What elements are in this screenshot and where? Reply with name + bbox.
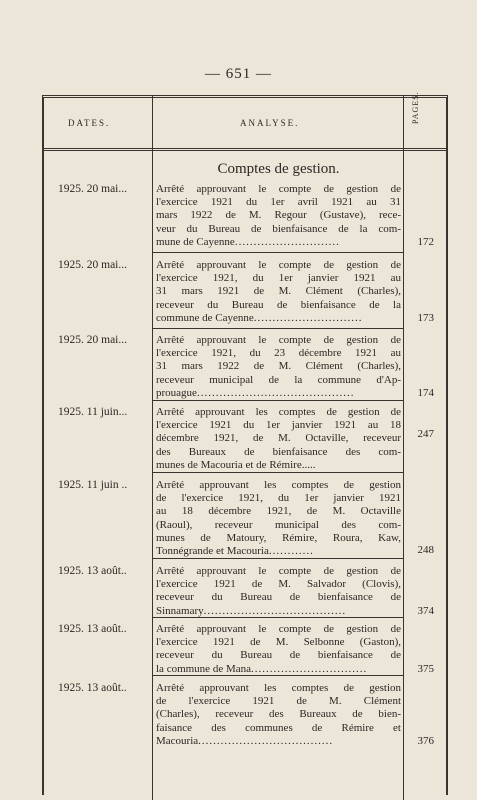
row-rule [152, 400, 403, 401]
entry-page: 174 [417, 387, 434, 399]
entry-analysis [156, 259, 401, 325]
column-divider-dates [152, 95, 153, 800]
entry-analysis [156, 565, 401, 618]
row-rule [152, 328, 403, 329]
analysis-line: faisance des communes de Rémire et [156, 721, 401, 734]
entry-page: 172 [417, 236, 434, 248]
analysis-line: de l'exercice 1921, du 1er janvier 1921 [156, 492, 401, 505]
column-divider-pages [403, 95, 404, 800]
entry-page: 375 [417, 663, 434, 675]
entry-date: 1925. 20 mai... [58, 259, 127, 271]
entry-page: 173 [417, 312, 434, 324]
analysis-line: receveur municipal de la commune d'Ap- [156, 373, 401, 386]
row-rule [152, 472, 403, 473]
entry-page: 248 [417, 544, 434, 556]
analysis-line: Arrêté approuvant les comptes de gestion de [156, 406, 401, 418]
analysis-line: (Charles), receveur des Bureaux de bien- [156, 708, 401, 721]
header-pages: PAGES. [411, 91, 420, 124]
entry-analysis [156, 623, 401, 676]
header-rule [42, 148, 448, 151]
analysis-line: de l'exercice 1921 de M. Clément [156, 695, 401, 708]
analysis-line: la commune de Mana............................... [156, 662, 368, 675]
analysis-line: l'exercice 1921 de M. Salvador (Clovis), [156, 578, 401, 591]
header-analyse: ANALYSE. [240, 118, 300, 128]
analysis-line: Arrêté approuvant le compte de gestion de [156, 623, 401, 635]
analysis-line: des Bureaux de bienfaisance des com- [156, 445, 401, 458]
analysis-line: munes de Macouria et de Rémire..... [156, 458, 316, 471]
entry-date: 1925. 11 juin... [58, 406, 128, 418]
header-dates: DATES. [68, 118, 111, 128]
analysis-line: décembre 1921, de M. Octaville, receveur [156, 432, 401, 445]
entry-page: 376 [417, 735, 434, 747]
analysis-line: munes de Matoury, Rémire, Roura, Kaw, [156, 531, 401, 544]
entry-analysis [156, 334, 401, 400]
analysis-line: Arrêté approuvant le compte de gestion de [156, 334, 401, 346]
analysis-line: Macouria.................................... [156, 734, 334, 747]
analysis-line: commune de Cayenne............................. [156, 311, 363, 324]
entry-date: 1925. 13 août.. [58, 565, 127, 577]
analysis-line: Arrêté approuvant les comptes de gestion [156, 682, 401, 694]
row-rule [152, 252, 403, 253]
analysis-line: prouague.......................................... [156, 386, 355, 399]
analysis-line: l'exercice 1921 du 1er avril 1921 au 31 [156, 196, 401, 209]
analysis-line: Arrêté approuvant les comptes de gestion [156, 479, 401, 491]
entry-date: 1925. 20 mai... [58, 183, 127, 195]
analysis-line: veur du Bureau de bienfaisance de la com- [156, 222, 401, 235]
section-title: Comptes de gestion. [217, 161, 340, 177]
analysis-line: 31 mars 1922 de M. Clément (Charles), [156, 360, 401, 373]
analysis-line: Arrêté approuvant le compte de gestion de [156, 565, 401, 577]
analysis-line: l'exercice 1921 de M. Selbonne (Gaston), [156, 636, 401, 649]
analysis-line: mune de Cayenne............................ [156, 235, 340, 248]
entry-page: 374 [417, 605, 434, 617]
entry-date: 1925. 11 juin .. [58, 479, 128, 491]
entry-page: 247 [417, 428, 434, 440]
analysis-line: Arrêté approuvant le compte de gestion de [156, 259, 401, 271]
analysis-line: receveur du Bureau de bienfaisance de la [156, 298, 401, 311]
analysis-line: (Raoul), receveur municipal des com- [156, 518, 401, 531]
analysis-line: l'exercice 1921 du 1er janvier 1921 au 18 [156, 419, 401, 432]
entry-analysis [156, 406, 401, 472]
analysis-line: mars 1922 de M. Regour (Gustave), rece- [156, 209, 401, 222]
analysis-line: 31 mars 1921 de M. Clément (Charles), [156, 285, 401, 298]
entry-date: 1925. 13 août.. [58, 682, 127, 694]
analysis-line: l'exercice 1921, du 1er janvier 1921 au [156, 272, 401, 285]
analysis-line: au 18 décembre 1921, de M. Octaville [156, 505, 401, 518]
analysis-line: receveur du Bureau de bienfaisance de [156, 591, 401, 604]
analysis-line: l'exercice 1921, du 23 décembre 1921 au [156, 347, 401, 360]
entry-date: 1925. 20 mai... [58, 334, 127, 346]
row-rule [152, 675, 403, 676]
entry-analysis [156, 183, 401, 249]
row-rule [152, 617, 403, 618]
analysis-line: Arrêté approuvant le compte de gestion de [156, 183, 401, 195]
analysis-line: receveur du Bureau de bienfaisance de [156, 649, 401, 662]
entry-analysis [156, 479, 401, 558]
entry-date: 1925. 13 août.. [58, 623, 127, 635]
analysis-line: Sinnamary...................................... [156, 604, 347, 617]
page-number: — 651 — [205, 66, 272, 82]
entry-analysis [156, 682, 401, 748]
analysis-line: Tonnégrande et Macouria............ [156, 545, 314, 558]
row-rule [152, 558, 403, 559]
